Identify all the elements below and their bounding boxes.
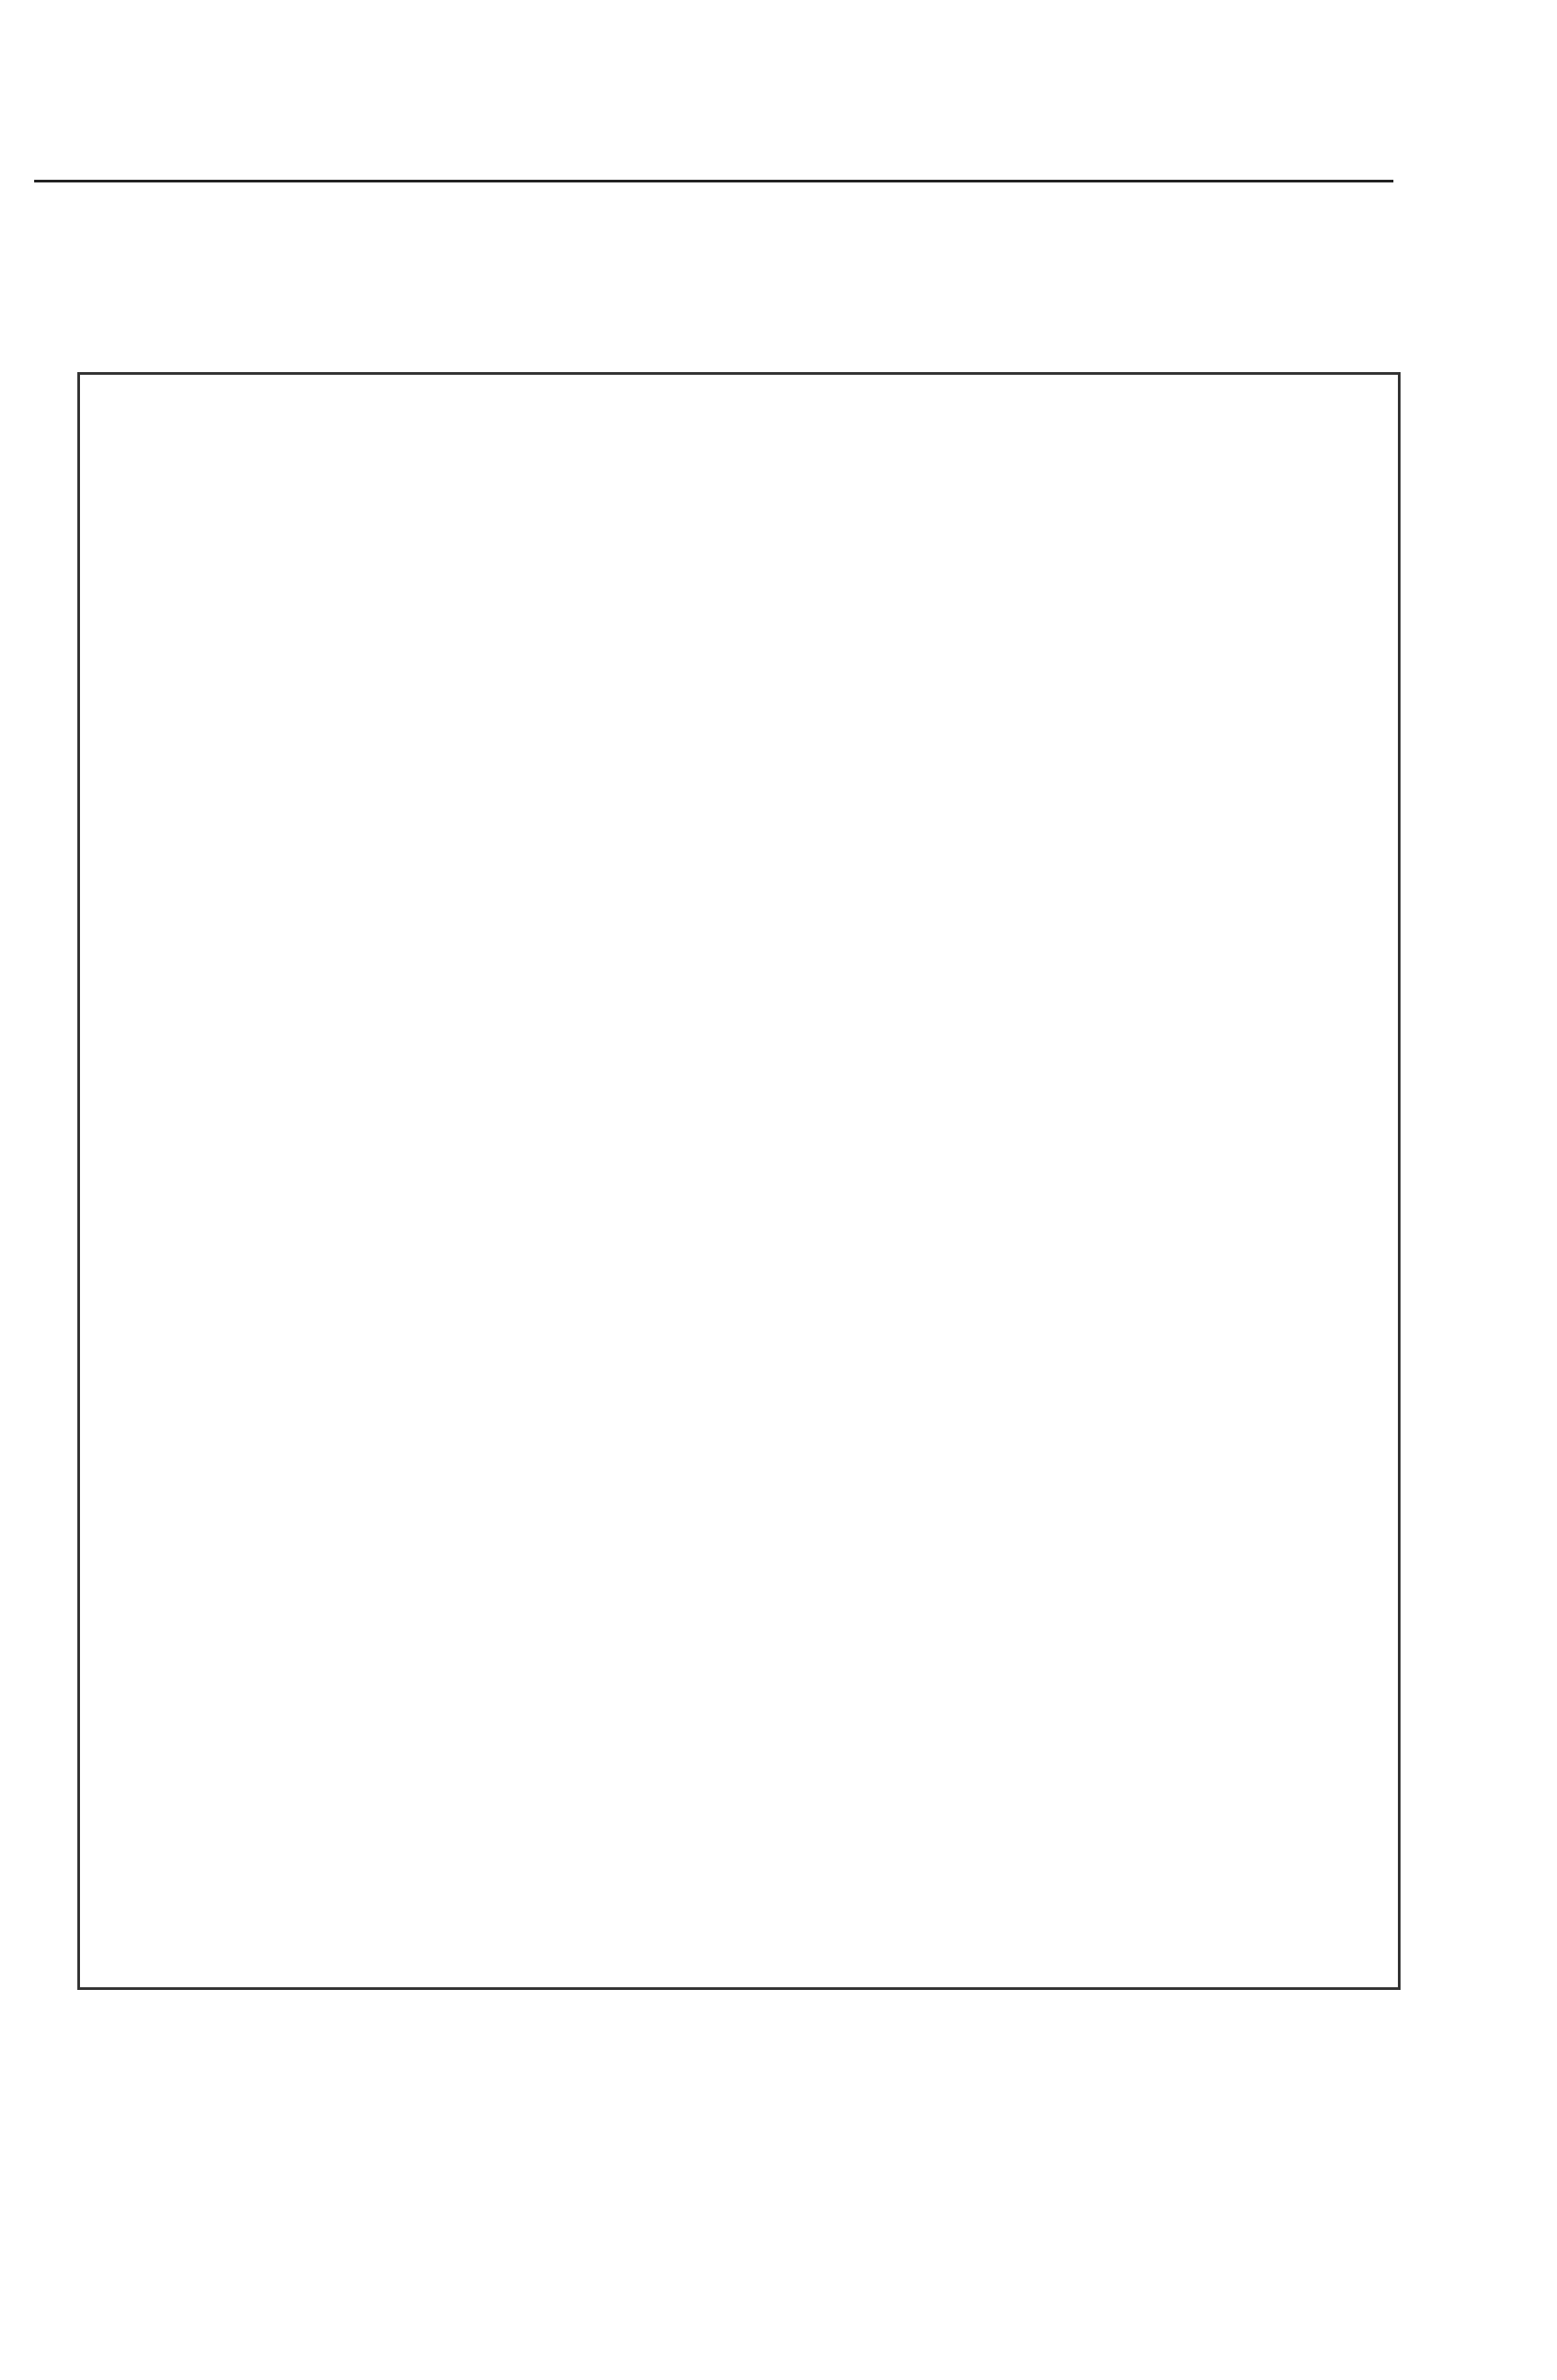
- expenditure-table: [77, 372, 1401, 1990]
- column-header-line: [1202, 483, 1382, 512]
- column-header-line: [826, 542, 1006, 572]
- column-unit: [1015, 572, 1195, 601]
- running-header: [34, 126, 1393, 182]
- column-header-1997-98-forecast: [1015, 483, 1195, 601]
- column-header-line: [1202, 512, 1382, 542]
- column-header-line: [826, 512, 1006, 542]
- column-header-1998-99-estimate: [826, 483, 1006, 601]
- column-header-line: [1015, 542, 1195, 572]
- column-header-line: [826, 483, 1006, 512]
- column-header-line: [1015, 483, 1195, 512]
- column-unit: [826, 572, 1006, 601]
- column-header-line: [1015, 512, 1195, 542]
- column-unit: [1202, 572, 1382, 601]
- column-header-line: [1202, 542, 1382, 572]
- column-header-1997-98-estimate: [1202, 483, 1382, 601]
